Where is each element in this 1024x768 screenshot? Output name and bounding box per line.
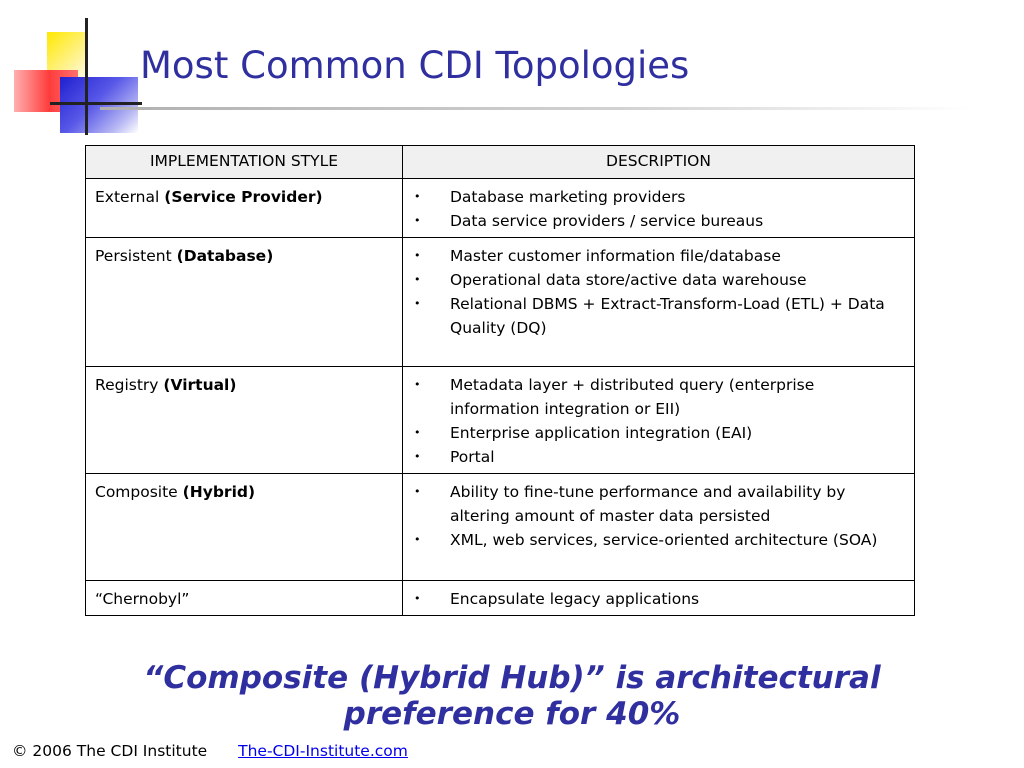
style-name: Composite bbox=[95, 483, 178, 501]
table-row bbox=[86, 367, 915, 474]
title-divider bbox=[100, 107, 970, 110]
logo-squares-icon bbox=[0, 0, 150, 140]
logo-horizontal-line bbox=[50, 102, 142, 105]
style-cell bbox=[86, 474, 403, 581]
style-cell bbox=[86, 367, 403, 474]
list-item: • Encapsulate legacy applications bbox=[412, 587, 905, 611]
description-cell bbox=[403, 367, 915, 474]
style-qualifier: (Virtual) bbox=[163, 376, 237, 394]
footer-website-link[interactable]: The-CDI-Institute.com bbox=[238, 742, 408, 760]
style-name: Registry bbox=[95, 376, 159, 394]
list-item: • Database marketing providers bbox=[412, 185, 905, 209]
callout-line-1: “Composite (Hybrid Hub)” is architectural bbox=[143, 660, 881, 696]
list-item: • Operational data store/active data warehouse bbox=[412, 268, 905, 292]
list-item: • Master customer information file/database bbox=[412, 244, 905, 268]
callout-text bbox=[0, 660, 1024, 732]
table-header-row bbox=[86, 146, 915, 179]
description-cell bbox=[403, 474, 915, 581]
table-row bbox=[86, 474, 915, 581]
style-name: Persistent bbox=[95, 247, 172, 265]
style-cell bbox=[86, 238, 403, 367]
description-cell bbox=[403, 581, 915, 616]
description-list bbox=[412, 480, 905, 552]
style-name: External bbox=[95, 188, 160, 206]
list-item: • Portal bbox=[412, 445, 905, 469]
list-item: • Relational DBMS + Extract-Transform-Load (ETL) + Data Quality (DQ) bbox=[412, 292, 905, 340]
style-cell bbox=[86, 581, 403, 616]
list-item: • Data service providers / service bureaus bbox=[412, 209, 905, 233]
column-header-implementation-style: IMPLEMENTATION STYLE bbox=[86, 146, 403, 179]
table-row bbox=[86, 238, 915, 367]
list-item: • Ability to fine-tune performance and availability by altering amount of master data persisted bbox=[412, 480, 905, 528]
topologies-table bbox=[85, 145, 915, 616]
description-list bbox=[412, 587, 905, 611]
footer bbox=[12, 741, 408, 761]
table-row bbox=[86, 581, 915, 616]
column-header-description: DESCRIPTION bbox=[403, 146, 915, 179]
list-item: • XML, web services, service-oriented architecture (SOA) bbox=[412, 528, 905, 552]
style-cell bbox=[86, 179, 403, 238]
list-item: • Metadata layer + distributed query (enterprise information integration or EII) bbox=[412, 373, 905, 421]
logo-blue-square bbox=[60, 77, 138, 133]
description-cell bbox=[403, 238, 915, 367]
list-item: • Enterprise application integration (EAI) bbox=[412, 421, 905, 445]
description-list bbox=[412, 373, 905, 469]
slide-title: Most Common CDI Topologies bbox=[140, 44, 690, 87]
style-qualifier: (Database) bbox=[176, 247, 274, 265]
logo-vertical-line bbox=[85, 18, 88, 135]
description-list bbox=[412, 244, 905, 340]
style-qualifier: (Service Provider) bbox=[164, 188, 323, 206]
style-name: “Chernobyl” bbox=[95, 590, 190, 608]
description-list bbox=[412, 185, 905, 233]
callout-line-2: preference for 40% bbox=[343, 696, 681, 732]
style-qualifier: (Hybrid) bbox=[182, 483, 256, 501]
description-cell bbox=[403, 179, 915, 238]
footer-copyright: © 2006 The CDI Institute bbox=[12, 742, 208, 760]
table-row bbox=[86, 179, 915, 238]
